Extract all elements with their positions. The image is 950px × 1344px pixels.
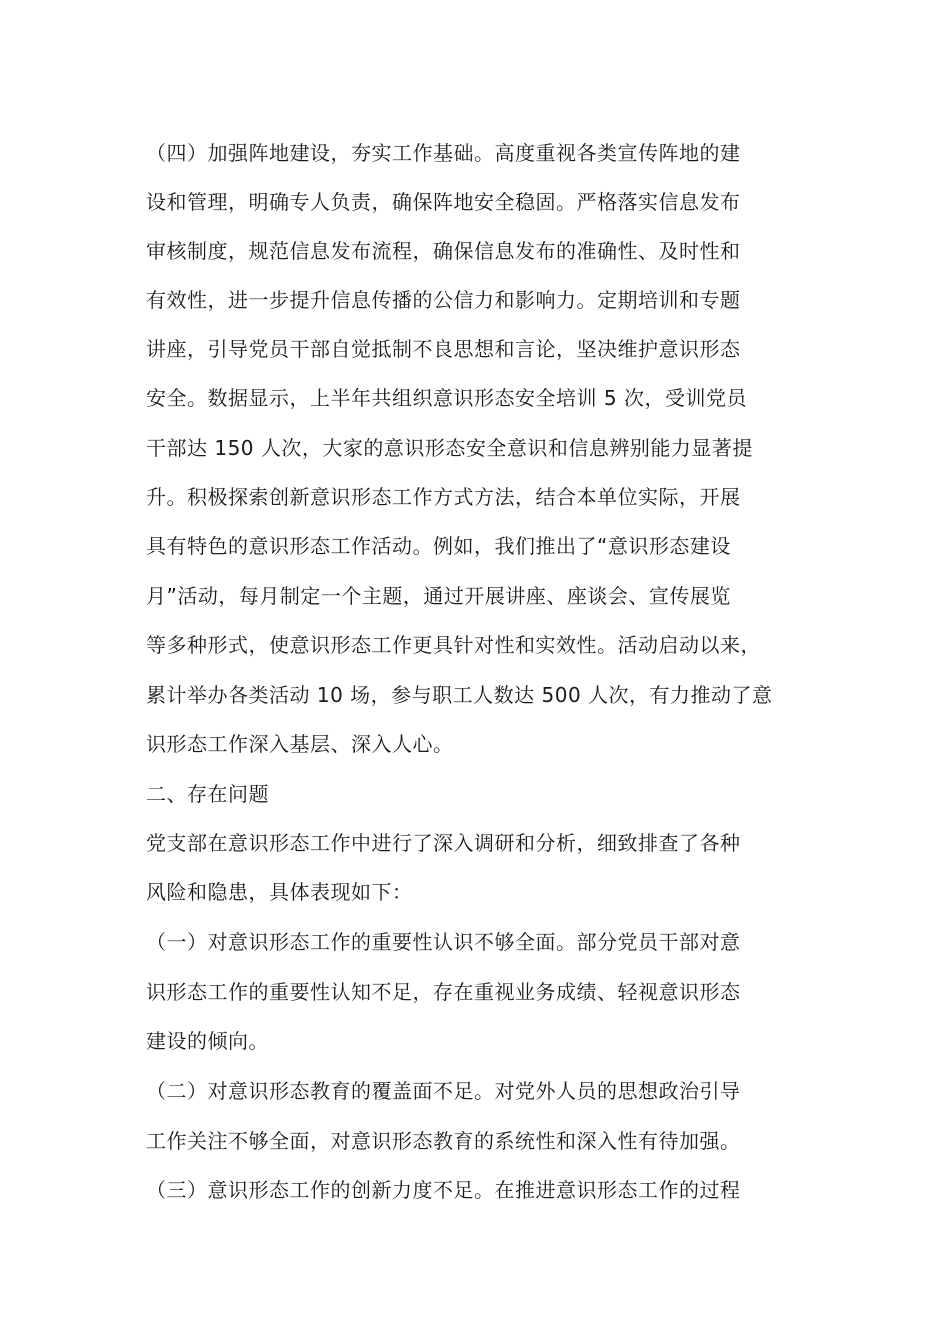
text-line: 升。积极探索创新意识形态工作方式方法，结合本单位实际，开展 [146,485,741,509]
text-line: 党支部在意识形态工作中进行了深入调研和分析，细致排查了各种 [146,831,741,855]
text-line: 审核制度，规范信息发布流程，确保信息发布的准确性、及时性和 [146,239,741,263]
text-line: （四）加强阵地建设，夯实工作基础。高度重视各类宣传阵地的建 [146,141,741,165]
text-line: （一）对意识形态工作的重要性认识不够全面。部分党员干部对意 [146,930,741,954]
section-heading: 二、存在问题 [146,782,269,806]
text-line: 具有特色的意识形态工作活动。例如，我们推出了“意识形态建设 [146,534,731,558]
text-line: 安全。数据显示，上半年共组织意识形态安全培训 5 次，受训党员 [146,386,747,410]
text-line: 识形态工作的重要性认知不足，存在重视业务成绩、轻视意识形态 [146,980,741,1004]
text-line: 干部达 150 人次，大家的意识形态安全意识和信息辨别能力显著提 [146,436,753,460]
text-line: 等多种形式，使意识形态工作更具针对性和实效性。活动启动以来， [146,633,761,657]
text-line: 工作关注不够全面，对意识形态教育的系统性和深入性有待加强。 [146,1129,741,1153]
text-line: 讲座，引导党员干部自觉抵制不良思想和言论，坚决维护意识形态 [146,337,741,361]
text-line: 有效性，进一步提升信息传播的公信力和影响力。定期培训和专题 [146,288,741,312]
text-line: 识形态工作深入基层、深入人心。 [146,732,454,756]
text-line: （三）意识形态工作的创新力度不足。在推进意识形态工作的过程 [146,1178,741,1202]
text-line: 设和管理，明确专人负责，确保阵地安全稳固。严格落实信息发布 [146,190,741,214]
text-line: 月”活动，每月制定一个主题，通过开展讲座、座谈会、宣传展览 [146,584,731,608]
text-line: 累计举办各类活动 10 场，参与职工人数达 500 人次，有力推动了意 [146,683,773,707]
text-line: 风险和隐患，具体表现如下： [146,880,413,904]
text-line: （二）对意识形态教育的覆盖面不足。对党外人员的思想政治引导 [146,1079,741,1103]
text-line: 建设的倾向。 [146,1029,269,1053]
